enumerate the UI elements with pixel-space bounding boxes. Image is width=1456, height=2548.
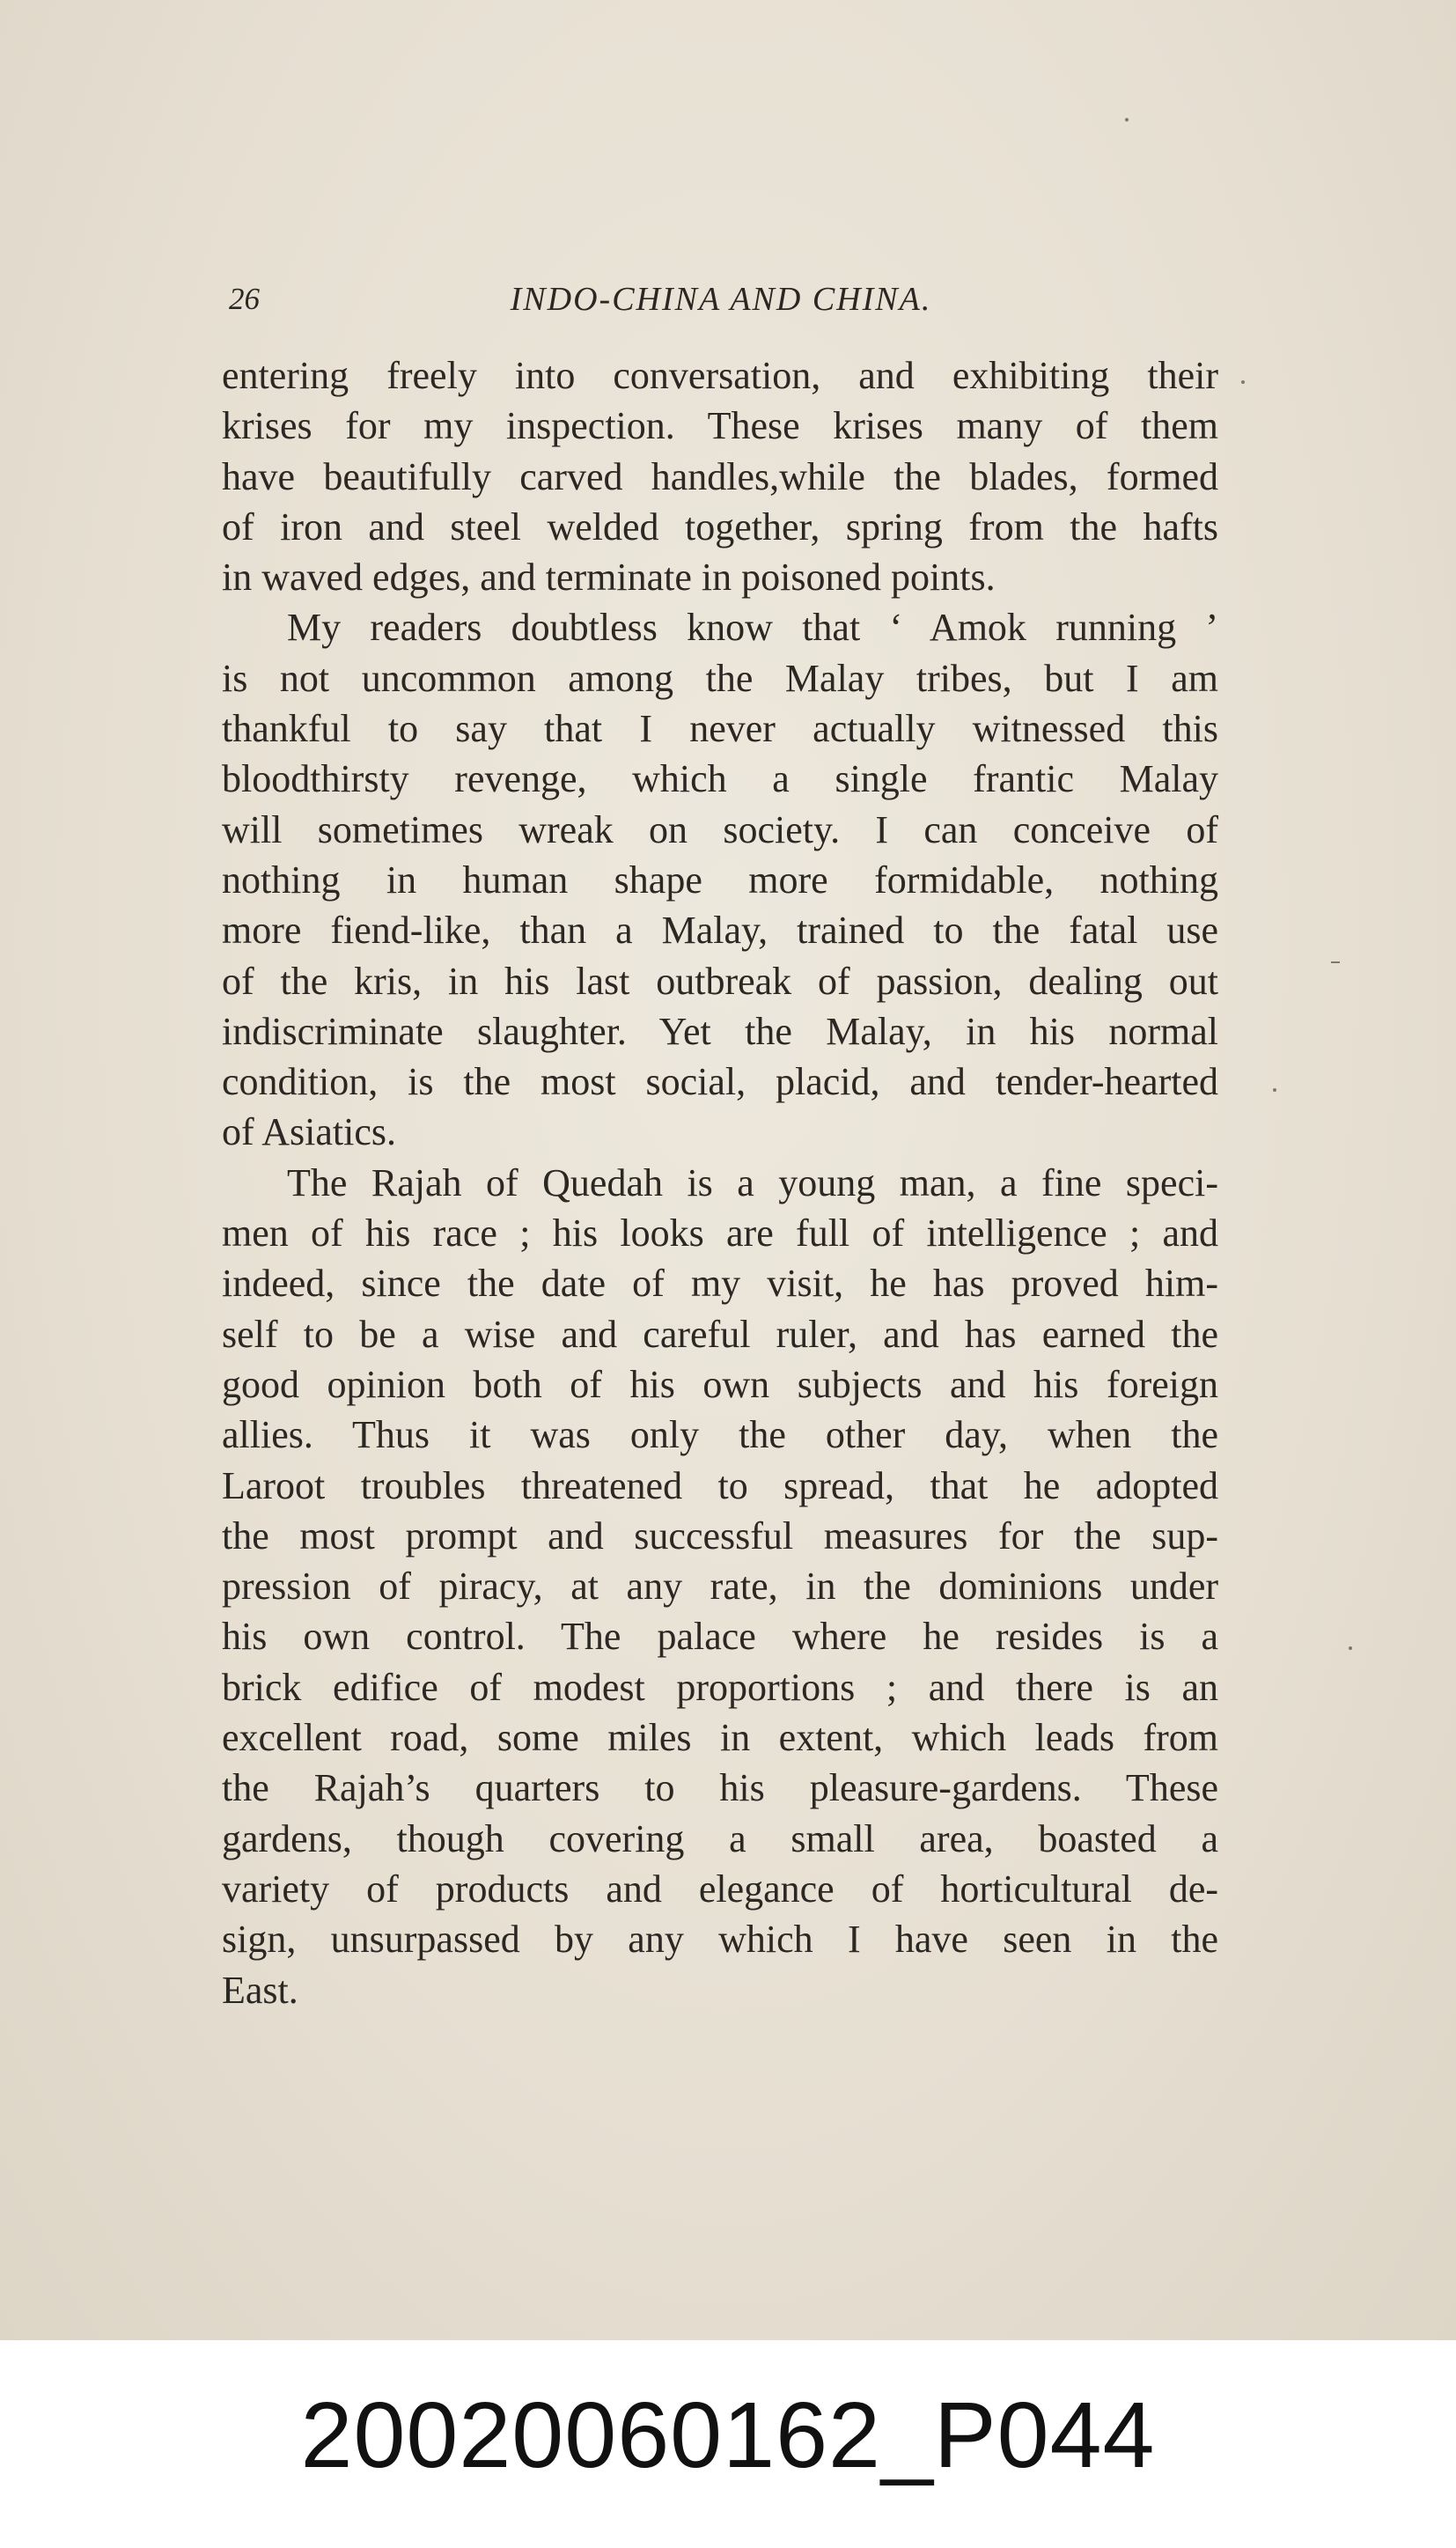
text-line: entering freely into conversation, and exhibiting their <box>222 354 1218 397</box>
text-line: of the kris, in his last outbreak of passion, dealing out <box>222 959 1218 1003</box>
text-line: of iron and steel welded together, spring from the hafts <box>222 504 1218 549</box>
text-line: indeed, since the date of my visit, he has proved him- <box>222 1262 1218 1306</box>
text-line: good opinion both of his own subjects and his foreign <box>222 1362 1218 1406</box>
text-line: his own control. The palace where he resides is a <box>222 1615 1218 1659</box>
running-head <box>224 280 1218 317</box>
text-line: the Rajah’s quarters to his pleasure-gardens. These <box>222 1766 1218 1810</box>
paper-speck <box>1349 1646 1352 1650</box>
paragraph-1 <box>222 350 1218 602</box>
paragraph-3 <box>222 1158 1218 2015</box>
text-line: bloodthirsty revenge, which a single frantic Malay <box>222 757 1218 801</box>
text-line: will sometimes wreak on society. I can conceive of <box>222 807 1218 851</box>
text-line: indiscriminate slaughter. Yet the Malay, in his normal <box>222 1009 1218 1053</box>
page-number: 26 <box>229 282 260 316</box>
paper-speck <box>1125 118 1129 122</box>
text-line: excellent road, some miles in extent, which leads from <box>222 1716 1218 1760</box>
text-line: sign, unsurpassed by any which I have seen in the <box>222 1918 1218 1962</box>
text-line: East. <box>222 1968 298 2012</box>
text-line: of Asiatics. <box>222 1110 396 1154</box>
text-line: self to be a wise and careful ruler, and has earned the <box>222 1312 1218 1356</box>
body-text <box>222 350 1218 2015</box>
text-line: gardens, though covering a small area, boasted a <box>222 1816 1218 1860</box>
paper-speck <box>1273 1088 1276 1092</box>
text-line: thankful to say that I never actually witnessed this <box>222 707 1218 751</box>
text-line: the most prompt and successful measures for the sup- <box>222 1513 1218 1558</box>
text-line: variety of products and elegance of horticultural de- <box>222 1867 1218 1911</box>
paper-speck <box>1241 380 1245 384</box>
text-line: men of his race ; his looks are full of intelligence ; and <box>222 1211 1218 1256</box>
text-line: Laroot troubles threatened to spread, that he adopted <box>222 1463 1218 1507</box>
text-line: pression of piracy, at any rate, in the dominions under <box>222 1565 1218 1609</box>
scan-identifier: 20020060162_P044 <box>300 2383 1156 2487</box>
text-line: is not uncommon among the Malay tribes, but I am <box>222 656 1218 700</box>
text-line: condition, is the most social, placid, and tender-hearted <box>222 1060 1218 1104</box>
paper-speck <box>1331 961 1340 963</box>
text-line: in waved edges, and terminate in poisoned points. <box>222 556 996 600</box>
text-line: krises for my inspection. These krises many of them <box>222 404 1218 448</box>
text-line: brick edifice of modest proportions ; and there is an <box>222 1665 1218 1709</box>
paragraph-2 <box>222 602 1218 1157</box>
text-line: have beautifully carved handles,while the blades, formed <box>222 454 1218 498</box>
running-title: INDO-CHINA AND CHINA. <box>510 281 932 318</box>
text-line: nothing in human shape more formidable, nothing <box>222 858 1218 902</box>
text-line: more fiend-like, than a Malay, trained to the fatal use <box>222 909 1218 953</box>
text-line: allies. Thus it was only the other day, when the <box>222 1413 1218 1457</box>
text-line: The Rajah of Quedah is a young man, a fine speci- <box>287 1160 1218 1204</box>
text-line: My readers doubtless know that ‘ Amok running ’ <box>287 606 1218 650</box>
